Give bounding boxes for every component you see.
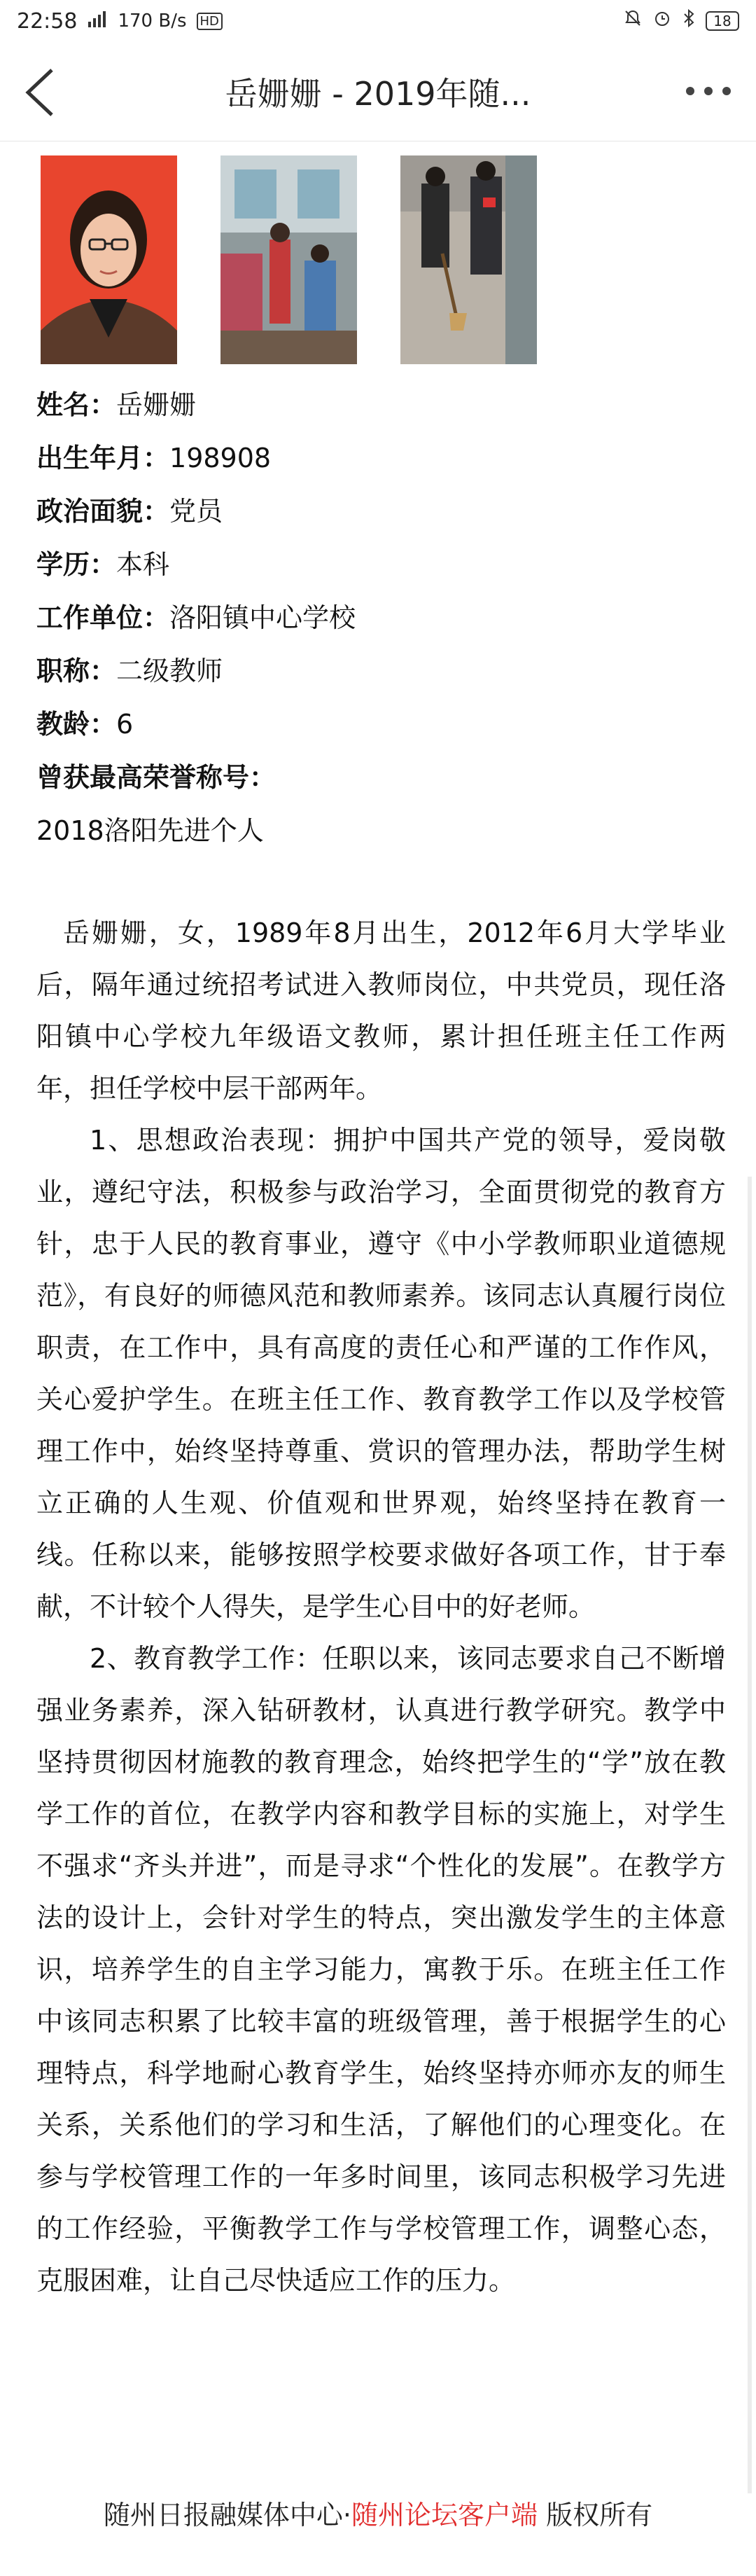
article-paragraph-intro: 岳姗姗，女，1989年8月出生，2012年6月大学毕业后，隔年通过统招考试进入教师岗位，中共党员，现任洛阳镇中心学校九年级语文教师，累计担任班主任工作两年，担任学校中层干部两年。 [36, 917, 726, 1104]
field-birth: 出生年月：198908 [36, 443, 272, 473]
photo-strip [41, 155, 537, 364]
profile-info [36, 378, 722, 857]
footer-copyright: 随州日报融媒体中心·随州论坛客户端 版权所有 [103, 2500, 653, 2530]
article-paragraph-political: 1、思想政治表现：拥护中国共产党的领导，爱岗敬业，遵纪守法，积极参与政治学习，全面贯彻党的教育方针，忠于人民的教育事业，遵守《中小学教师职业道德规范》，有良好的师德风范和教师素养。该同志认真履行岗位职责，在工作中，具有高度的责任心和严谨的工作作风，关心爱护学生。在班主任工作、教育教学工作以及学校管理工作中，始终坚持尊重、赏识的管理办法，帮助学生树立正确的人生观、价值观和世界观，始终坚持在教育一线。任称以来，能够按照学校要求做好各项工作，甘于奉献，不计较个人得失，是学生心目中的好老师。 [36, 1125, 726, 1622]
field-political-status: 政治面貌：党员 [36, 496, 223, 527]
classroom-photo[interactable] [220, 155, 357, 364]
sweeping-photo[interactable] [400, 155, 537, 364]
page-title: 岳姗姗 - 2019年随... [225, 74, 531, 113]
more-button[interactable] [680, 74, 736, 109]
hd-icon: HD [197, 13, 223, 30]
article-paragraph-teaching: 2、教育教学工作：任职以来，该同志要求自己不断增强业务素养，深入钻研教材，认真进行教学研究。教学中坚持贯彻因材施教的教育理念，始终把学生的“学”放在教学工作的首位，在教学内容和教学目标的实施上，对学生不强求“齐头并进”，而是寻求“个性化的发展”。在教学方法的设计上，会针对学生的特点，突出激发学生的主体意识，培养学生的自主学习能力，寓教于乐。在班主任工作中该同志积累了比较丰富的班级管理，善于根据学生的心理特点，科学地耐心教育学生，始终坚持亦师亦友的师生关系，关系他们的学习和生活，了解他们的心理变化。在参与学校管理工作的一年多时间里，该同志积极学习先进的工作经验，平衡教学工作与学校管理工作，调整心态，克服困难，让自己尽快适应工作的压力。 [36, 1643, 726, 2296]
signal-icon [87, 11, 108, 32]
article-body [36, 907, 726, 2306]
scrollbar[interactable] [748, 1177, 752, 2493]
more-dots-icon [680, 74, 736, 109]
field-workplace: 工作单位：洛阳镇中心学校 [36, 602, 356, 633]
nav-bar [0, 42, 756, 141]
network-speed: 170 B/s [118, 11, 187, 32]
bluetooth-icon [682, 8, 696, 34]
status-time: 22:58 [17, 8, 78, 34]
mute-bell-icon [623, 8, 643, 34]
chevron-left-icon [21, 66, 63, 119]
alarm-icon [652, 8, 672, 34]
status-bar [0, 0, 756, 42]
back-button[interactable] [21, 66, 63, 119]
battery-icon: 18 [706, 11, 739, 31]
field-education: 学历：本科 [36, 549, 170, 580]
field-honor-label: 曾获最高荣誉称号： [36, 762, 276, 793]
field-name: 姓名：岳姗姗 [36, 389, 197, 420]
forum-app-link[interactable]: 随州论坛客户端 [351, 2500, 538, 2530]
field-title: 职称：二级教师 [36, 656, 223, 686]
field-teaching-years: 教龄：6 [36, 709, 134, 740]
field-honor-value: 2018洛阳先进个人 [36, 815, 264, 846]
portrait-photo[interactable] [41, 155, 177, 364]
